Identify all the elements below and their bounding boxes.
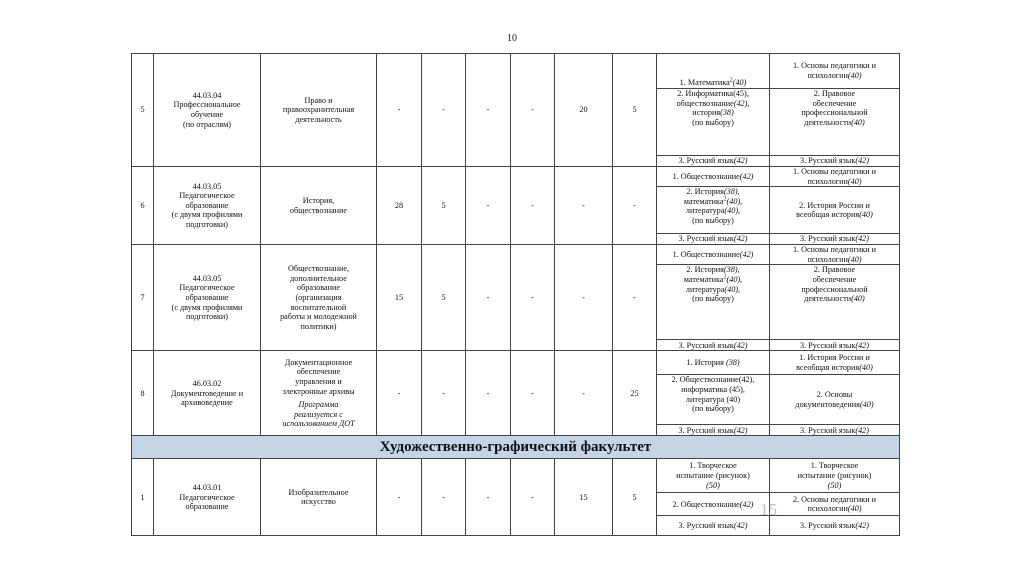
seats-cell: -: [422, 351, 466, 436]
exam-spo-2: 2. Основы педагогики и психологии(40): [770, 493, 900, 516]
exam-spo-1: 1. Творческое испытание (рисунок) (50): [770, 459, 900, 493]
program-name-line: подготовки): [185, 219, 229, 229]
seats-cell: 20: [555, 54, 613, 167]
profile-line: Обществознание,: [287, 264, 350, 274]
profile-line: обществознание: [289, 205, 348, 215]
seats-cell: -: [377, 459, 422, 536]
program-cell: [154, 54, 261, 167]
seats-cell: 5: [613, 54, 657, 167]
exam-spo-1: 1. Основы педагогики и психологии(40): [770, 245, 900, 265]
profile-line: Изобразительное: [288, 487, 349, 497]
exam-spo-1: 1. Основы педагогики и психологии(40): [770, 54, 900, 89]
seats-cell: -: [511, 459, 555, 536]
profile-line: работы и молодежной: [280, 312, 357, 322]
table-row: [132, 245, 900, 265]
profile-line: обеспечение: [296, 367, 341, 377]
seats-cell: -: [511, 167, 555, 245]
seats-cell: -: [511, 351, 555, 436]
exam-ege-2: 2. Информатика(45), обществознание(42), история(38) (по выбору): [657, 89, 770, 156]
page-number: 10: [507, 33, 517, 44]
program-name-line: Педагогическое: [179, 283, 235, 293]
exam-ege-3: 3. Русский язык(42): [657, 156, 770, 167]
exam-ege-2: 2. Обществознание(42), информатика (45), литература (40) (по выбору): [657, 375, 770, 425]
program-name-line: Педагогическое: [179, 492, 235, 502]
row-number: 7: [132, 245, 154, 351]
seats-cell: -: [466, 245, 511, 351]
profile-line: деятельность: [295, 114, 342, 124]
exam-ege-1: 1. Творческое испытание (рисунок) (50): [657, 459, 770, 493]
profile-line: дополнительное: [290, 273, 347, 283]
exam-ege-3: 3. Русский язык(42): [657, 516, 770, 536]
seats-cell: 5: [422, 167, 466, 245]
table-row: [132, 167, 900, 187]
seats-cell: -: [466, 167, 511, 245]
seats-cell: 15: [377, 245, 422, 351]
program-code: 44.03.04: [192, 90, 222, 100]
exam-spo-3: 3. Русский язык(42): [770, 156, 900, 167]
profile-line: (организация: [295, 292, 342, 302]
profile-cell: [261, 459, 377, 536]
seats-cell: -: [613, 167, 657, 245]
exam-spo-2: 2. История России и всеобщая история(40): [770, 187, 900, 234]
row-number: 8: [132, 351, 154, 436]
exam-ege-2: 2. История(38), математика$^2$(40), литература(40), (по выбору): [657, 265, 770, 340]
profile-note-line: реализуется с: [294, 409, 343, 419]
profile-cell: [261, 245, 377, 351]
seats-cell: -: [613, 245, 657, 351]
seats-cell: 28: [377, 167, 422, 245]
profile-line: образование: [296, 283, 341, 293]
row-number: 6: [132, 167, 154, 245]
seats-cell: -: [466, 54, 511, 167]
seats-cell: -: [377, 54, 422, 167]
seats-cell: -: [511, 245, 555, 351]
program-name-line: (с двумя профилями: [171, 302, 243, 312]
program-code: 46.03.02: [192, 378, 222, 388]
seats-cell: -: [466, 351, 511, 436]
seats-cell: 5: [422, 245, 466, 351]
program-name-line: подготовки): [185, 312, 229, 322]
exam-spo-3: 3. Русский язык(42): [770, 340, 900, 351]
program-name-line: обучение: [190, 110, 224, 119]
program-name-line: Педагогическое: [179, 191, 235, 201]
profile-line: История,: [302, 196, 335, 205]
seats-cell: -: [422, 54, 466, 167]
table-row: [132, 436, 900, 459]
program-cell: [154, 167, 261, 245]
program-cell: [154, 351, 261, 436]
exam-spo-3: 3. Русский язык(42): [770, 516, 900, 536]
exam-ege-1: 1. Математика$^2$(40): [657, 54, 770, 89]
profile-line: правоохранительная: [282, 105, 355, 115]
exam-ege-1: 1. Обществознание(42): [657, 245, 770, 265]
row-number: 5: [132, 54, 154, 167]
program-name-line: Профессиональное: [173, 100, 241, 110]
table-row: [132, 459, 900, 493]
exam-ege-1: 1. История (38): [657, 351, 770, 375]
profile-line: Право и: [304, 95, 333, 105]
program-cell: [154, 245, 261, 351]
seats-cell: 25: [613, 351, 657, 436]
exam-ege-3: 3. Русский язык(42): [657, 425, 770, 436]
seats-cell: -: [377, 351, 422, 436]
table-row: [132, 54, 900, 89]
profile-line: воспитательной: [290, 302, 347, 312]
program-name-line: образование: [185, 200, 229, 210]
program-name-line: архивоведение: [181, 398, 233, 408]
profile-line: Документационное: [284, 357, 353, 367]
program-name-line: образование: [185, 502, 229, 512]
seats-cell: -: [555, 167, 613, 245]
exam-spo-2: 2. Правовое обеспечение профессиональной деятельности(40): [770, 265, 900, 340]
seats-cell: -: [466, 459, 511, 536]
exam-spo-3: 3. Русский язык(42): [770, 234, 900, 245]
admission-table: [131, 53, 900, 536]
seats-cell: 15: [555, 459, 613, 536]
seats-cell: -: [555, 351, 613, 436]
row-number: 1: [132, 459, 154, 536]
profile-cell: [261, 54, 377, 167]
program-name-line: Документоведение и: [170, 388, 244, 398]
exam-ege-2: 2. Обществознание(42): [657, 493, 770, 516]
exam-spo-1: 1. История России и всеобщая история(40): [770, 351, 900, 375]
exam-spo-3: 3. Русский язык(42): [770, 425, 900, 436]
program-code: 44.03.01: [192, 482, 222, 492]
seats-cell: 5: [613, 459, 657, 536]
profile-note-line: Программа: [298, 400, 339, 410]
slide-number: 15: [760, 500, 777, 519]
profile-note-line: использованием ДОТ: [282, 419, 355, 429]
program-cell: [154, 459, 261, 536]
exam-spo-1: 1. Основы педагогики и психологии(40): [770, 167, 900, 187]
exam-ege-1: 1. Обществознание(42): [657, 167, 770, 187]
profile-line: искусство: [301, 497, 336, 507]
exam-spo-2: 2. Правовое обеспечение профессиональной деятельности(40): [770, 89, 900, 156]
profile-line: политики): [300, 321, 337, 331]
exam-ege-2: 2. История(38), математика$^2$(40), литература(40), (по выбору): [657, 187, 770, 234]
table-row: [132, 351, 900, 375]
profile-line: электронные архивы: [282, 386, 355, 396]
faculty-banner: Художественно-графический факультет: [132, 436, 900, 459]
profile-cell: [261, 167, 377, 245]
exam-spo-2: 2. Основы документоведения(40): [770, 375, 900, 425]
program-name-line: (по отраслям): [182, 119, 232, 129]
program-code: 44.03.05: [192, 273, 222, 283]
profile-line: управления и: [295, 376, 342, 386]
seats-cell: -: [422, 459, 466, 536]
program-name-line: (с двумя профилями: [171, 210, 243, 220]
program-code: 44.03.05: [192, 181, 222, 191]
seats-cell: -: [555, 245, 613, 351]
profile-cell: [261, 351, 377, 436]
exam-ege-3: 3. Русский язык(42): [657, 234, 770, 245]
seats-cell: -: [511, 54, 555, 167]
exam-ege-3: 3. Русский язык(42): [657, 340, 770, 351]
program-name-line: образование: [185, 292, 229, 302]
